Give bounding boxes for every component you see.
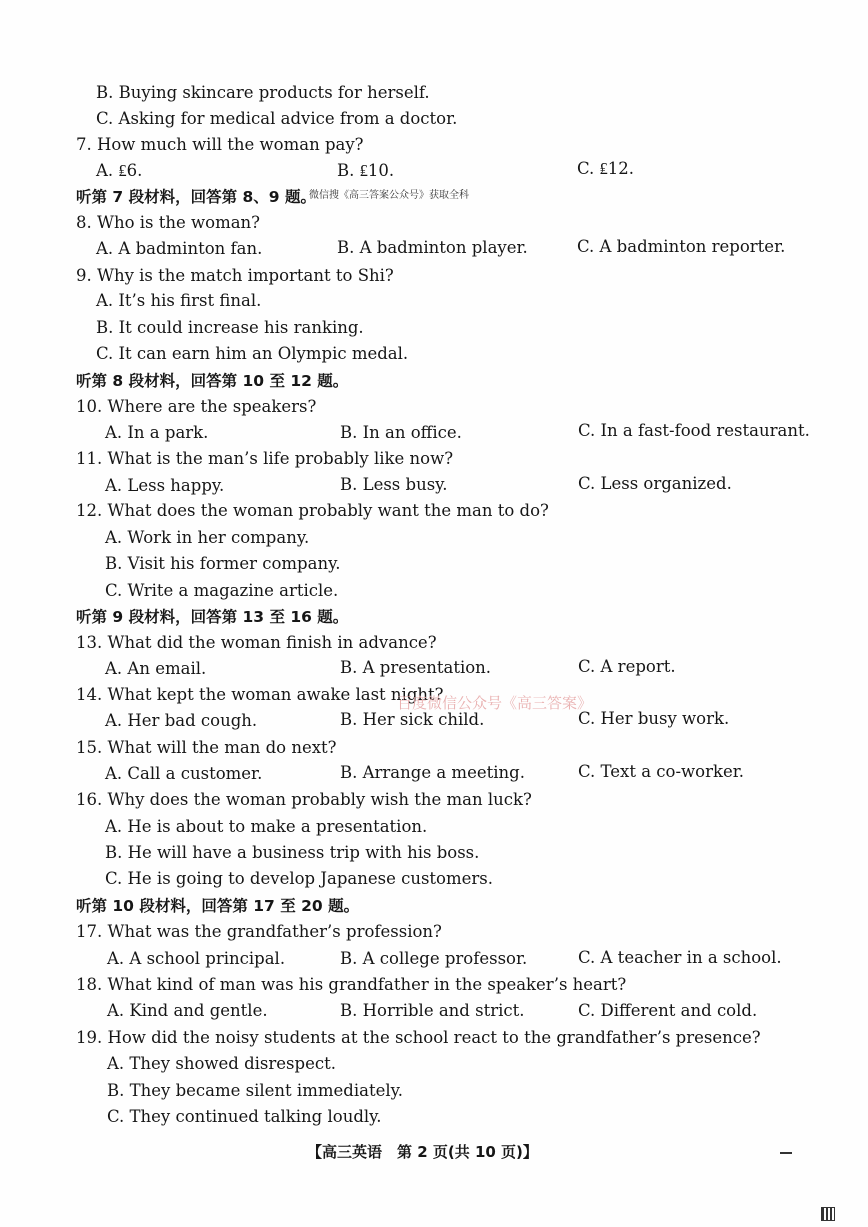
- faint-watermark: 百度微信公众号《高三答案》: [397, 694, 593, 712]
- section-instruction: 听第 8 段材料，回答第 10 至 12 题。: [76, 372, 349, 390]
- answer-option: C. A report.: [578, 657, 676, 676]
- answer-option: B. Less busy.: [340, 475, 448, 494]
- answer-option: C. Her busy work.: [578, 709, 730, 728]
- question-text: 17. What was the grandfather’s profession?: [76, 922, 442, 941]
- answer-option: C. Write a magazine article.: [105, 581, 339, 600]
- answer-option: C. They continued talking loudly.: [107, 1107, 382, 1126]
- answer-option: C. Text a co-worker.: [578, 762, 745, 781]
- question-text: 13. What did the woman finish in advance?: [76, 633, 437, 652]
- answer-option: B. A college professor.: [340, 949, 528, 968]
- answer-option: C. A teacher in a school.: [578, 948, 782, 967]
- question-text: 11. What is the man’s life probably like now?: [76, 449, 454, 468]
- answer-option: C. Asking for medical advice from a doctor.: [96, 109, 458, 128]
- answer-option: A. It’s his first final.: [96, 291, 262, 310]
- answer-option: C. He is going to develop Japanese customers.: [105, 869, 493, 888]
- answer-option: C. Different and cold.: [578, 1001, 758, 1020]
- question-text: 18. What kind of man was his grandfather in the speaker’s heart?: [76, 975, 627, 994]
- question-text: 10. Where are the speakers?: [76, 397, 317, 416]
- question-text: 16. Why does the woman probably wish the man luck?: [76, 790, 532, 809]
- page-footer: 【高三英语 第 2 页(共 10 页)】: [307, 1143, 538, 1161]
- answer-option: B. A presentation.: [340, 658, 492, 677]
- section-instruction: 听第 9 段材料，回答第 13 至 16 题。: [76, 608, 349, 626]
- answer-option: C. In a fast-food restaurant.: [578, 421, 810, 440]
- answer-option: B. In an office.: [340, 423, 462, 442]
- question-text: 9. Why is the match important to Shi?: [76, 266, 394, 285]
- answer-option: A. In a park.: [105, 423, 209, 442]
- answer-option: B. Visit his former company.: [105, 554, 341, 573]
- answer-option: B. They became silent immediately.: [107, 1081, 403, 1100]
- answer-option: A. Call a customer.: [105, 764, 263, 783]
- answer-option: B. A badminton player.: [337, 238, 528, 257]
- question-text: 19. How did the noisy students at the school react to the grandfather’s presence?: [76, 1028, 761, 1047]
- answer-option: B. He will have a business trip with his boss.: [105, 843, 480, 862]
- qr-code-icon: [821, 1207, 835, 1221]
- answer-option: B. Horrible and strict.: [340, 1001, 525, 1020]
- answer-option: A. Less happy.: [105, 476, 225, 495]
- question-text: 14. What kept the woman awake last night?: [76, 685, 444, 704]
- question-text: 12. What does the woman probably want the man to do?: [76, 501, 549, 520]
- question-text: 15. What will the man do next?: [76, 738, 337, 757]
- answer-option: B. It could increase his ranking.: [96, 318, 364, 337]
- answer-option: B. Arrange a meeting.: [340, 763, 525, 782]
- answer-option: C. It can earn him an Olympic medal.: [96, 344, 409, 363]
- answer-option: A. ₤6.: [96, 161, 143, 180]
- answer-option: B. Her sick child.: [340, 710, 485, 729]
- question-text: 7. How much will the woman pay?: [76, 135, 364, 154]
- answer-option: A. A school principal.: [107, 949, 286, 968]
- answer-option: A. They showed disrespect.: [107, 1054, 336, 1073]
- answer-option: A. He is about to make a presentation.: [105, 817, 428, 836]
- answer-option: A. An email.: [105, 659, 207, 678]
- answer-option: B. ₤10.: [337, 161, 395, 180]
- corner-dash: [780, 1152, 792, 1154]
- answer-option: A. Her bad cough.: [105, 711, 258, 730]
- answer-option: C. ₤12.: [577, 159, 635, 178]
- answer-option: C. A badminton reporter.: [577, 237, 786, 256]
- section-instruction: 听第 10 段材料，回答第 17 至 20 题。: [76, 897, 360, 915]
- question-text: 8. Who is the woman?: [76, 213, 261, 232]
- answer-option: A. A badminton fan.: [96, 239, 263, 258]
- answer-option: C. Less organized.: [578, 474, 732, 493]
- watermark-note: 微信搜《高三答案公众号》获取全科: [309, 190, 469, 201]
- answer-option: A. Work in her company.: [105, 528, 310, 547]
- section-instruction: 听第 7 段材料，回答第 8、9 题。: [76, 188, 316, 206]
- answer-option: A. Kind and gentle.: [107, 1001, 268, 1020]
- answer-option: B. Buying skincare products for herself.: [96, 83, 430, 102]
